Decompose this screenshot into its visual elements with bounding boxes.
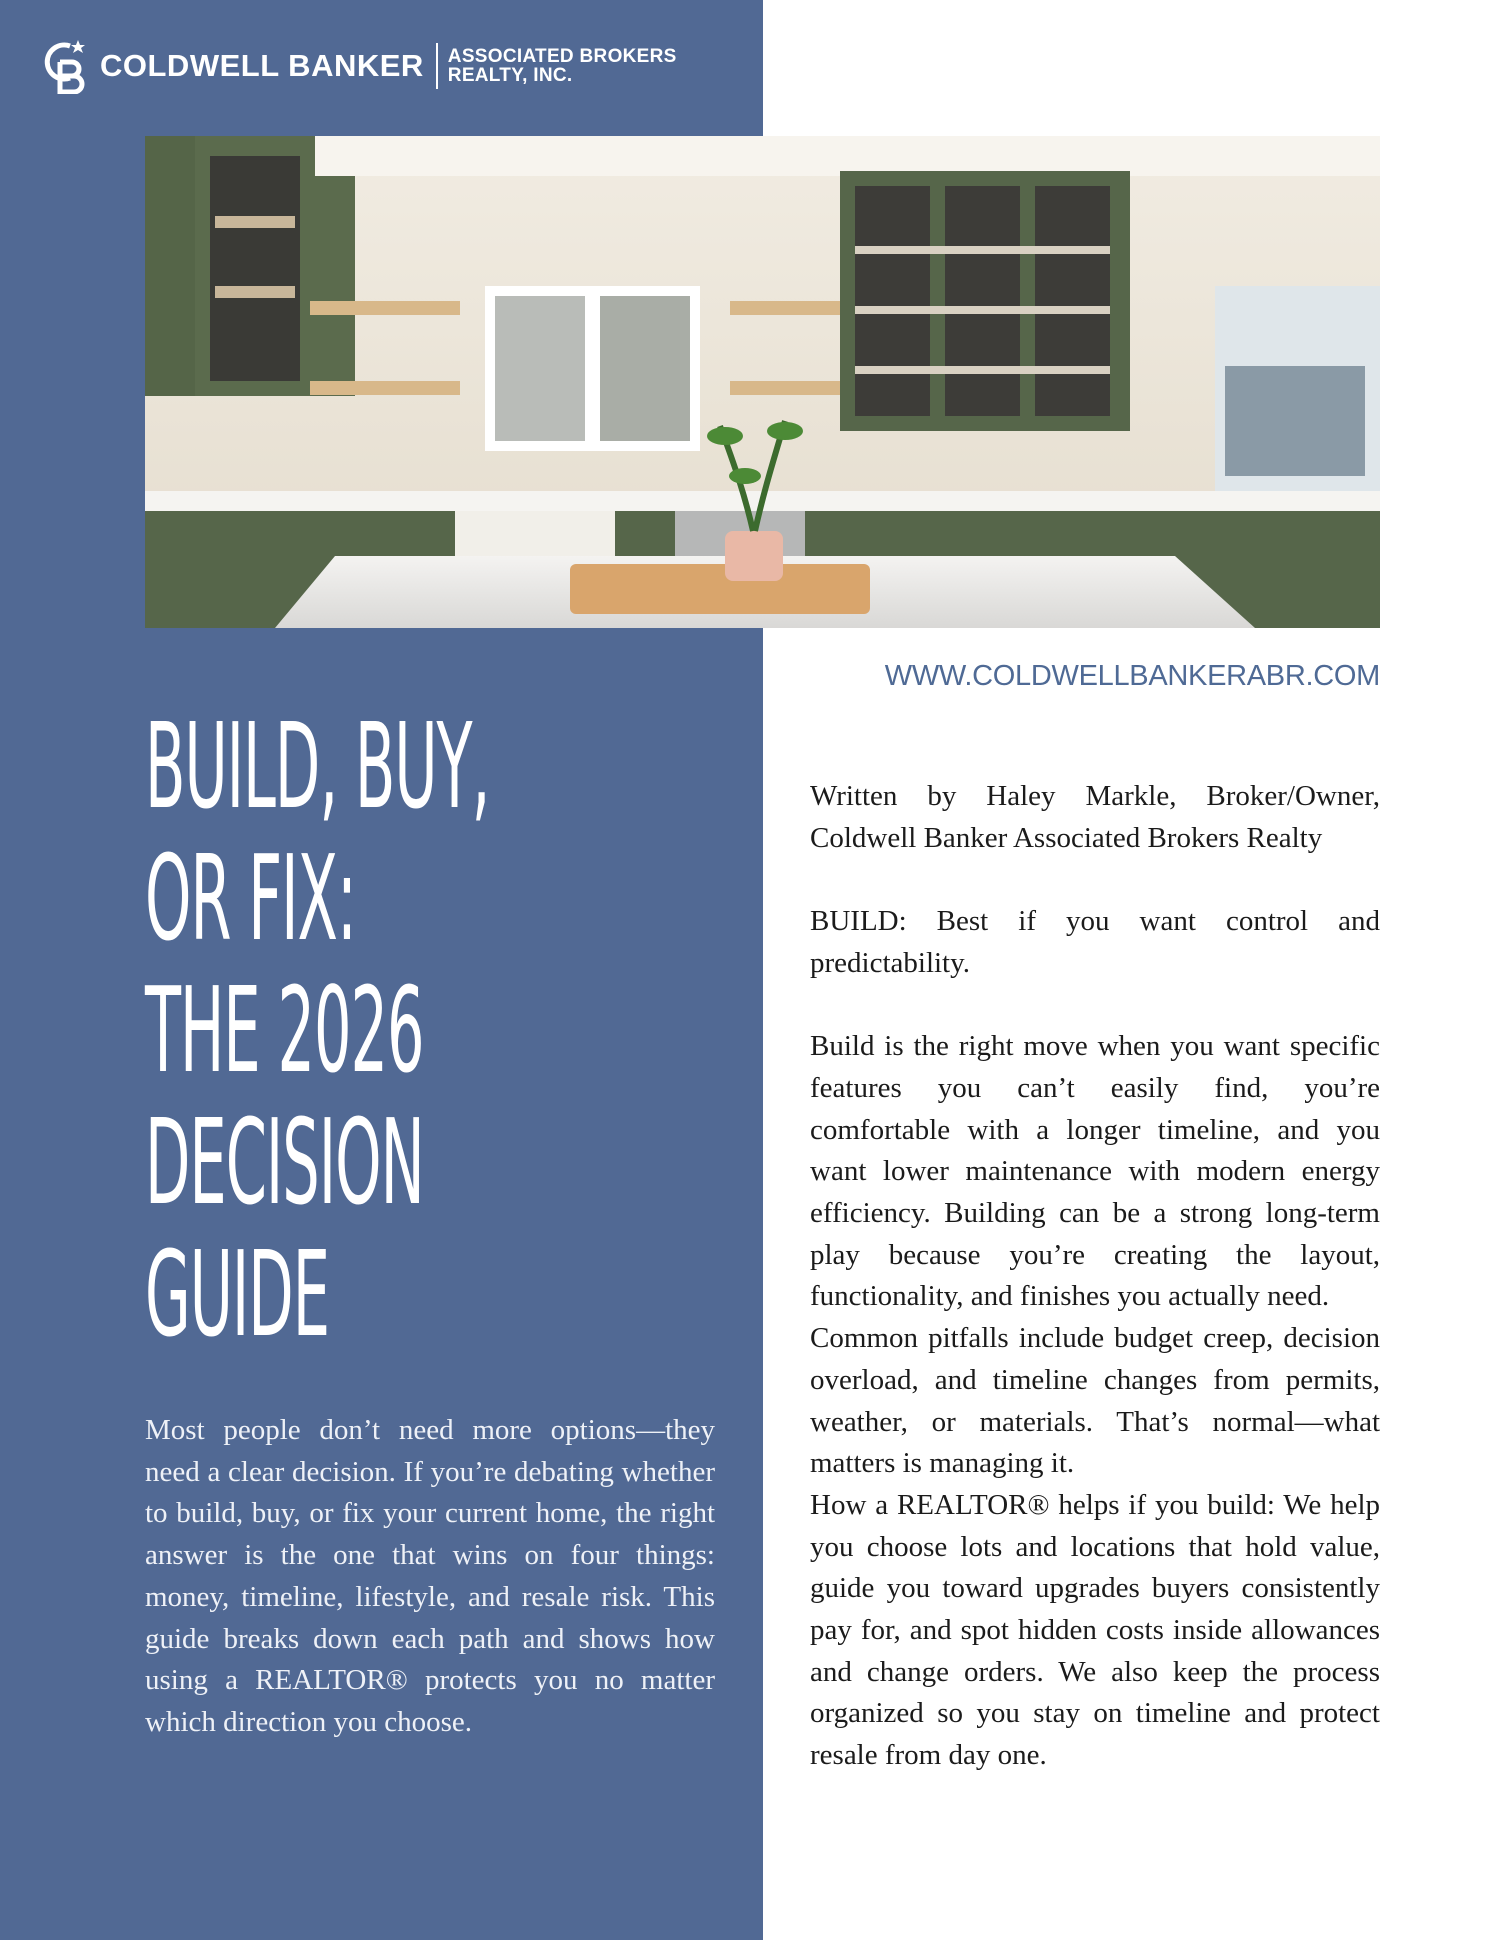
- guide-title: [145, 697, 745, 1363]
- cb-monogram-icon: [40, 38, 88, 94]
- title-line: THE 2026: [145, 961, 424, 1099]
- intro-paragraph: Most people don’t need more options—they need a clear decision. If you’re debating whether to build, buy, or fix your current home, the right answer is the one that wins on four things: money, timeline, lifestyle, and resale risk. This guide breaks down each path and shows how using a REALTOR® protects you no matter which direction you choose.: [145, 1414, 715, 1738]
- article-body: [810, 776, 1380, 1777]
- article-paragraph: Build is the right move when you want specific features you can’t easily find, you’re comfortable with a longer timeline, and you want lower maintenance with modern energy efficiency. Building can be a strong long-term play because you’re creating the layout, functionality, and finishes you actually need.: [810, 1030, 1380, 1313]
- section-heading-build: BUILD: Best if you want control and predictability.: [810, 905, 1380, 979]
- title-line: GUIDE: [145, 1225, 330, 1363]
- brand-logo: [40, 38, 677, 94]
- article-paragraph: How a REALTOR® helps if you build: We help you choose lots and locations that hold value, guide you toward upgrades buyers consistently pay for, and spot hidden costs inside allowances and change orders. We also keep the process organized so you stay on timeline and protect resale from day one.: [810, 1488, 1380, 1772]
- website-url[interactable]: WWW.COLDWELLBANKERABR.COM: [884, 660, 1380, 692]
- title-line: BUILD, BUY,: [145, 697, 490, 835]
- kitchen-photo: [145, 136, 1380, 628]
- byline: Written by Haley Markle, Broker/Owner, Coldwell Banker Associated Brokers Realty: [810, 780, 1380, 854]
- logo-divider: [436, 43, 438, 89]
- brand-subtitle-line2: REALTY, INC.: [447, 65, 573, 86]
- brand-subtitle: [448, 47, 677, 85]
- article-paragraph: Common pitfalls include budget creep, decision overload, and timeline changes from permits, weather, or materials. That’s normal—what matters is managing it.: [810, 1322, 1380, 1480]
- brand-name: COLDWELL BANKER: [100, 48, 424, 83]
- brand-subtitle-line1: ASSOCIATED BROKERS: [447, 46, 677, 67]
- title-line: DECISION: [145, 1093, 424, 1231]
- title-line: OR FIX:: [145, 829, 356, 967]
